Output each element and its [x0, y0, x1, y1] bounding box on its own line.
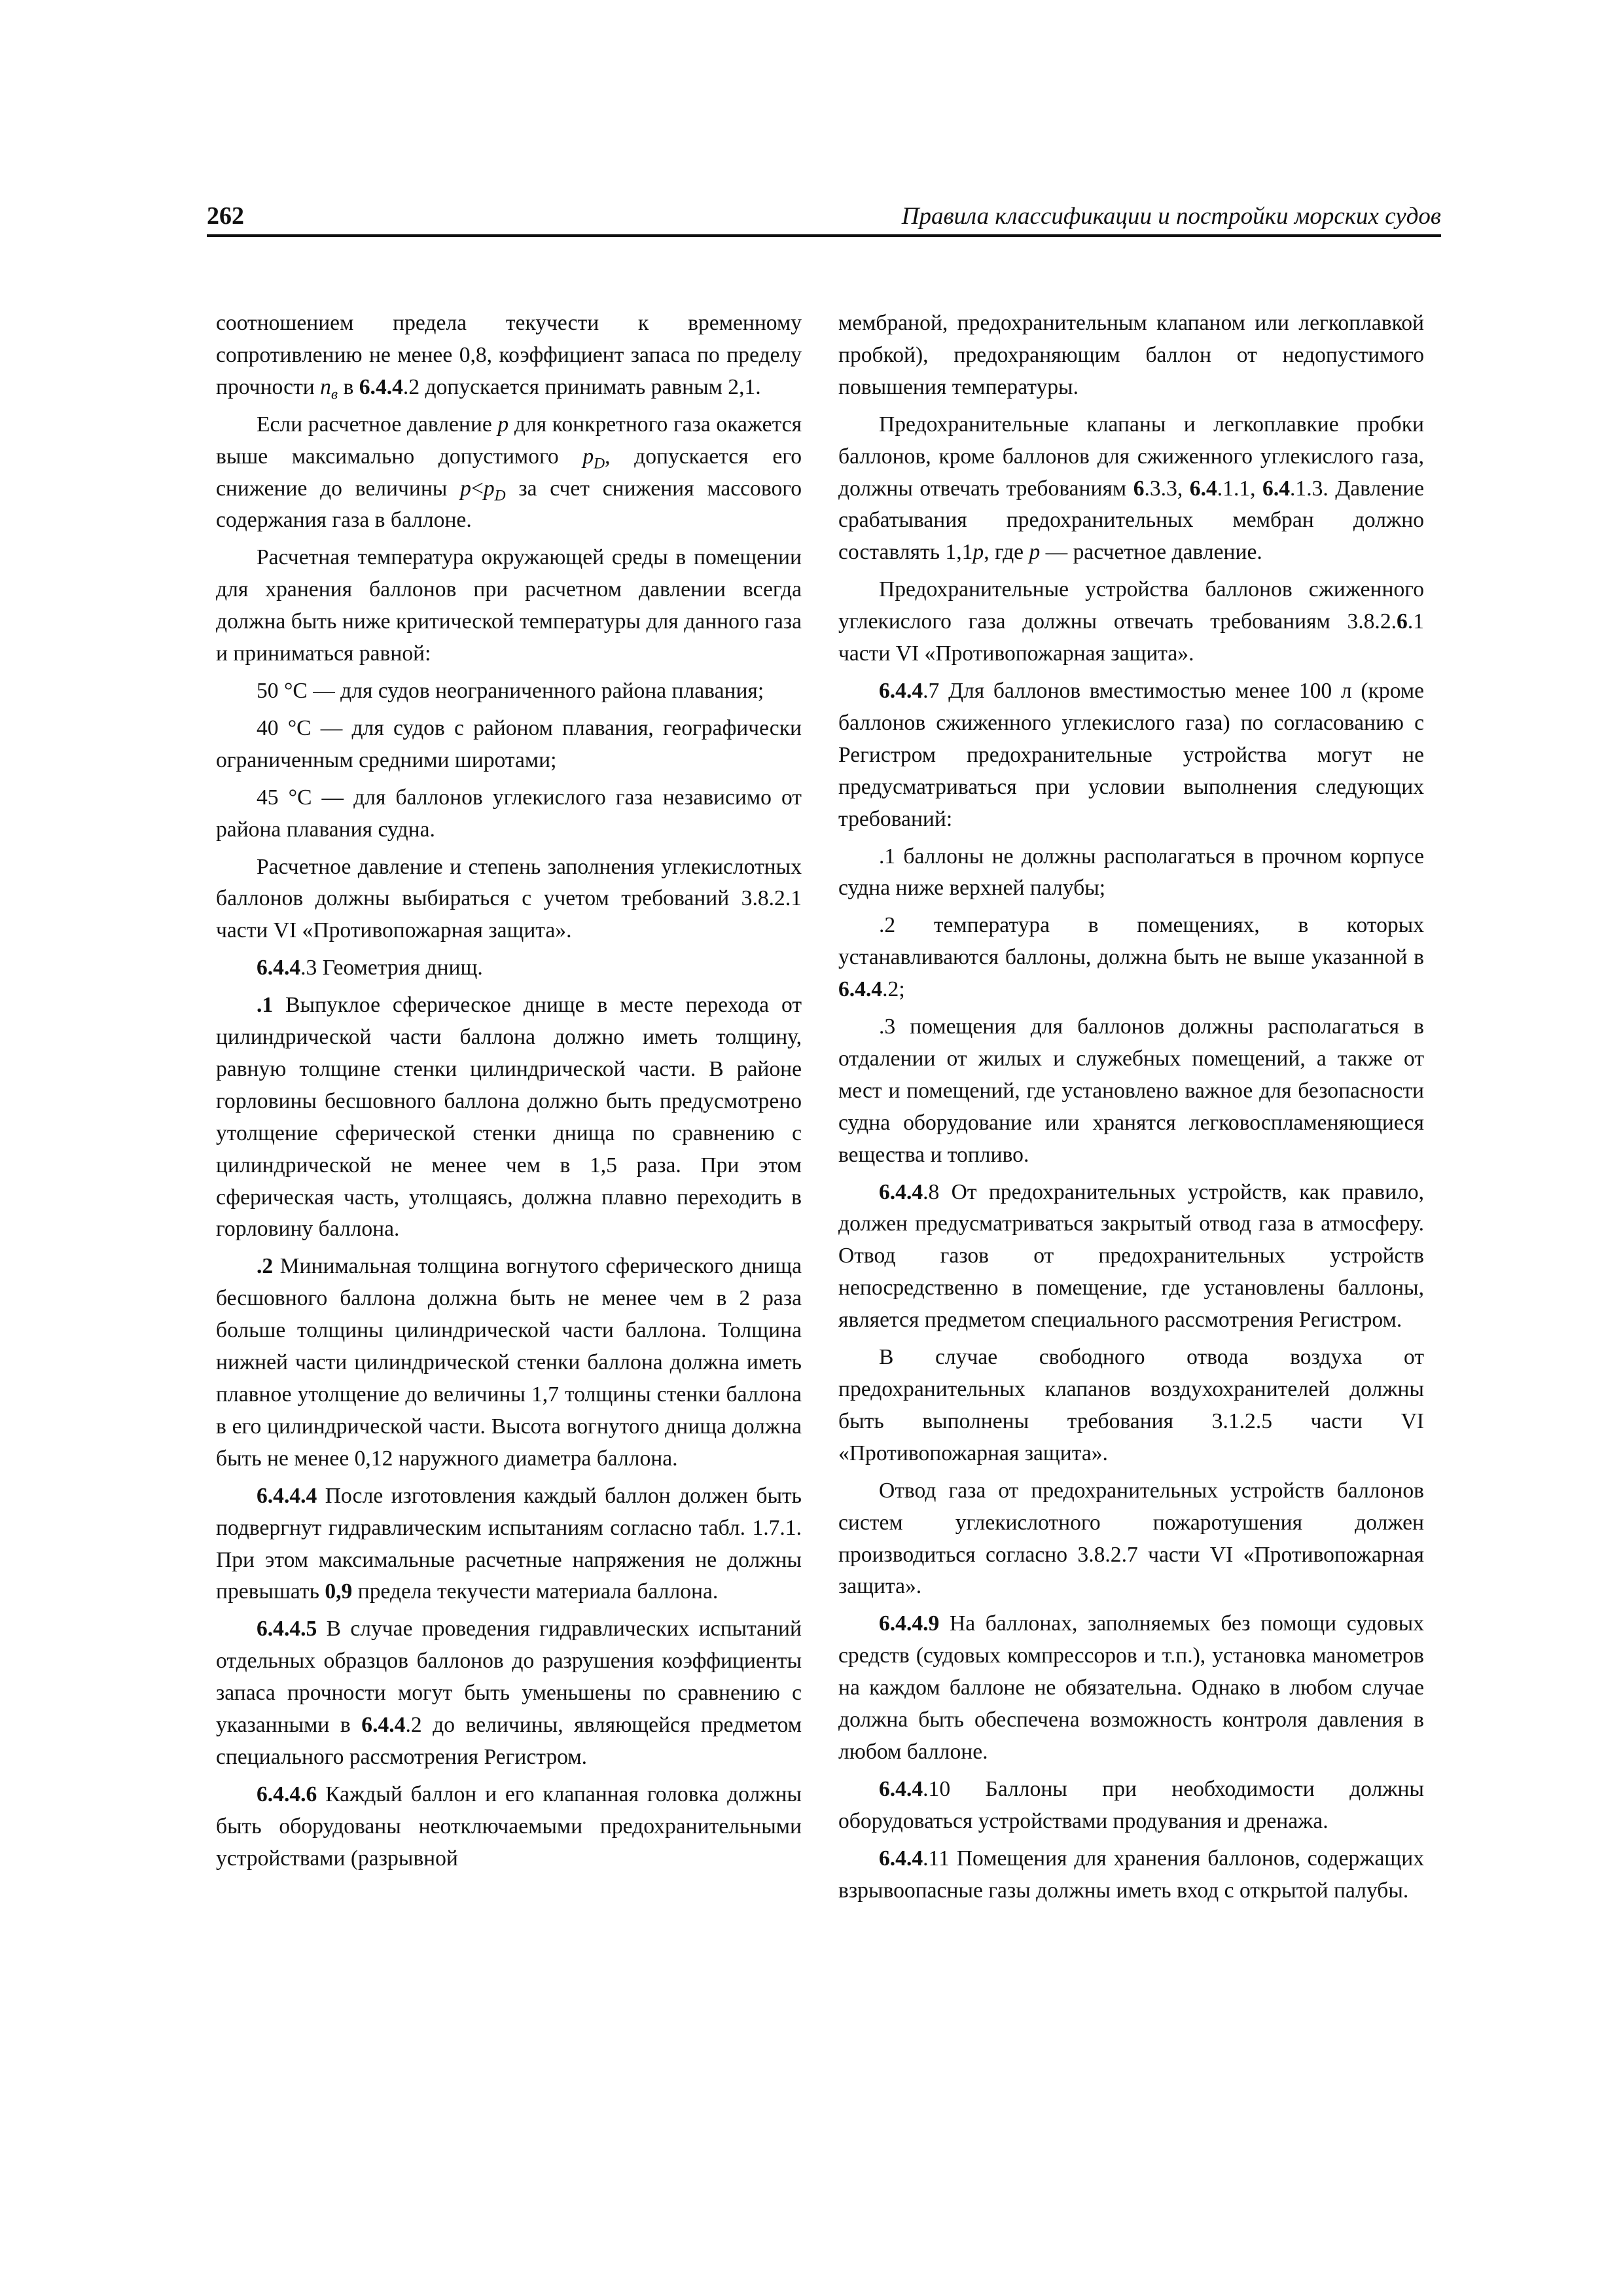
list-item: .2 Минимальная толщина вогнутого сферического днища бесшовного баллона должна быть не менее чем в 2 раза больше толщины цилиндрической части баллона. Толщина нижней части цилиндрической стенки баллона должна иметь плавное утолщение до величины 1,7 толщины стенки баллона в его цилиндрической части. Высота вогнутого днища должна быть не менее 0,12 наружного диаметра баллона. [216, 1254, 802, 1471]
list-item: .2 температура в помещениях, в которых устанавливаются баллоны, должна быть не выше указанной в 6.4.4.2; [838, 913, 1424, 1002]
clause-number: 6.4.4 [879, 1776, 923, 1801]
item-number: .1 [257, 993, 274, 1018]
section-heading: 6.4.4.3 Геометрия днищ. [257, 956, 483, 980]
left-column [216, 308, 802, 1880]
paragraph: соотношением предела текучести к временному сопротивлению не менее 0,8, коэффициент запаса по пределу прочности $n_в$ в 6.4.4.2 допускается принимать равным 2,1. [216, 311, 802, 403]
running-title: Правила классификации и постройки морских судов [901, 203, 1441, 230]
clause-number: 6.4.4 [879, 678, 923, 703]
clause-number: 6.4.4.5 [257, 1617, 317, 1641]
paragraph: Отвод газа от предохранительных устройств баллонов систем углекислотного пожаротушения должен производиться согласно 3.8.2.7 части VI «Противопожарная защита». [838, 1478, 1424, 1599]
paragraph: 6.4.4.10 Баллоны при необходимости должны оборудоваться устройствами продувания и дренажа. [838, 1776, 1424, 1833]
clause-number: 6.4.4 [257, 956, 301, 980]
paragraph: 6.4.4.4 После изготовления каждый баллон должен быть подвергнут гидравлическим испытаниям согласно табл. 1.7.1. При этом максимальные расчетные напряжения не должны превышать 0,9 предела текучести материала баллона. [216, 1483, 802, 1604]
paragraph: 6.4.4.11 Помещения для хранения баллонов, содержащих взрывоопасные газы должны иметь вход с открытой палубы. [838, 1846, 1424, 1903]
clause-number: 6.4.4.4 [257, 1483, 317, 1508]
cross-reference: 6.4 [1262, 476, 1291, 501]
paragraph: В случае свободного отвода воздуха от предохранительных клапанов воздухохранителей должны быть выполнены требования 3.1.2.5 части VI «Противопожарная защита». [838, 1345, 1424, 1465]
list-item: 50 °С — для судов неограниченного района плавания; [257, 678, 764, 703]
clause-number: 6.4.4.6 [257, 1782, 317, 1806]
cross-reference: 6 [1133, 476, 1145, 501]
paragraph: Предохранительные устройства баллонов сжиженного углекислого газа должны отвечать требованиям 3.8.2.6.1 части VI «Противопожарная защита». [838, 577, 1424, 666]
list-item: 40 °С — для судов с районом плавания, географически ограниченным средними широтами; [216, 715, 802, 772]
clause-number: 6.4.4.9 [879, 1611, 940, 1636]
paragraph: Предохранительные клапаны и легкоплавкие пробки баллонов, кроме баллонов для сжиженного углекислого газа, должны отвечать требованиям 6.3.3, 6.4.1.1, 6.4.1.3. Давление срабатывания предохранительных мембран должно составлять 1,1p, где p — расчетное давление. [838, 412, 1425, 565]
page-number: 262 [207, 202, 244, 230]
paragraph: Расчетная температура окружающей среды в помещении для хранения баллонов при расчетном давлении всегда должна быть ниже критической температуры для данного газа и приниматься равной: [216, 545, 802, 666]
clause-number: 6.4.4 [879, 1179, 923, 1204]
cross-reference: 6.4 [1189, 476, 1217, 501]
cross-reference: 6.4.4 [838, 977, 883, 1002]
cross-reference: 6.4.4 [359, 374, 403, 399]
cross-reference: 6.4.4 [361, 1713, 406, 1738]
paragraph: 6.4.4.6 Каждый баллон и его клапанная головка должны быть оборудованы неотключаемыми предохранительными устройствами (разрывной [216, 1782, 802, 1871]
item-number: .2 [257, 1254, 274, 1279]
paragraph: 6.4.4.8 От предохранительных устройств, как правило, должен предусматриваться закрытый отвод газа в атмосферу. Отвод газов от предохранительных устройств непосредственно в помещение, где установлены баллоны, является предметом специального рассмотрения Регистром. [838, 1179, 1424, 1333]
paragraph: мембраной, предохранительным клапаном или легкоплавкой пробкой), предохраняющим баллон от недопустимого повышения температуры. [838, 311, 1424, 399]
page-header [207, 196, 1441, 237]
list-item: .1 баллоны не должны располагаться в прочном корпусе судна ниже верхней палубы; [838, 844, 1424, 901]
clause-number: 6.4.4 [879, 1846, 923, 1871]
paragraph: 6.4.4.5 В случае проведения гидравлических испытаний отдельных образцов баллонов до разрушения коэффициенты запаса прочности могут быть уменьшены по сравнению с указанными в 6.4.4.2 до величины, являющейся предметом специального рассмотрения Регистром. [216, 1617, 802, 1769]
paragraph: Расчетное давление и степень заполнения углекислотных баллонов должны выбираться с учетом требований 3.8.2.1 части VI «Противопожарная защита». [216, 854, 802, 943]
paragraph: Если расчетное давление p для конкретного газа окажется выше максимально допустимого $p_D$, допускается его снижение до величины $p<p_D$ за счет снижения массового содержания газа в баллоне. [216, 412, 802, 533]
right-column [838, 308, 1424, 1912]
paragraph: 6.4.4.9 На баллонах, заполняемых без помощи судовых средств (судовых компрессоров и т.п.), установка манометров на каждом баллоне не обязательна. Однако в любом случае должна быть обеспечена возможность контроля давления в любом баллоне. [838, 1611, 1424, 1764]
list-item: .1 Выпуклое сферическое днище в месте перехода от цилиндрической части баллона должно иметь толщину, равную толщине стенки цилиндрической части. В районе горловины бесшовного баллона должно быть предусмотрено утолщение сферической стенки днища по сравнению с цилиндрической не менее чем в 1,5 раза. При этом сферическая часть, утолщаясь, должна плавно переходить в горловину баллона. [216, 993, 802, 1242]
list-item: 45 °С — для баллонов углекислого газа независимо от района плавания судна. [216, 785, 802, 842]
cross-reference: 6 [1397, 609, 1408, 634]
list-item: .3 помещения для баллонов должны располагаться в отдалении от жилых и служебных помещений, а также от мест и помещений, где установлено важное для безопасности судна оборудование или хранятся легковоспламеняющиеся вещества и топливо. [838, 1014, 1424, 1167]
paragraph: 6.4.4.7 Для баллонов вместимостью менее 100 л (кроме баллонов сжиженного углекислого газа) по согласованию с Регистром предохранительные устройства могут не предусматриваться при условии выполнения следующих требований: [838, 678, 1424, 831]
